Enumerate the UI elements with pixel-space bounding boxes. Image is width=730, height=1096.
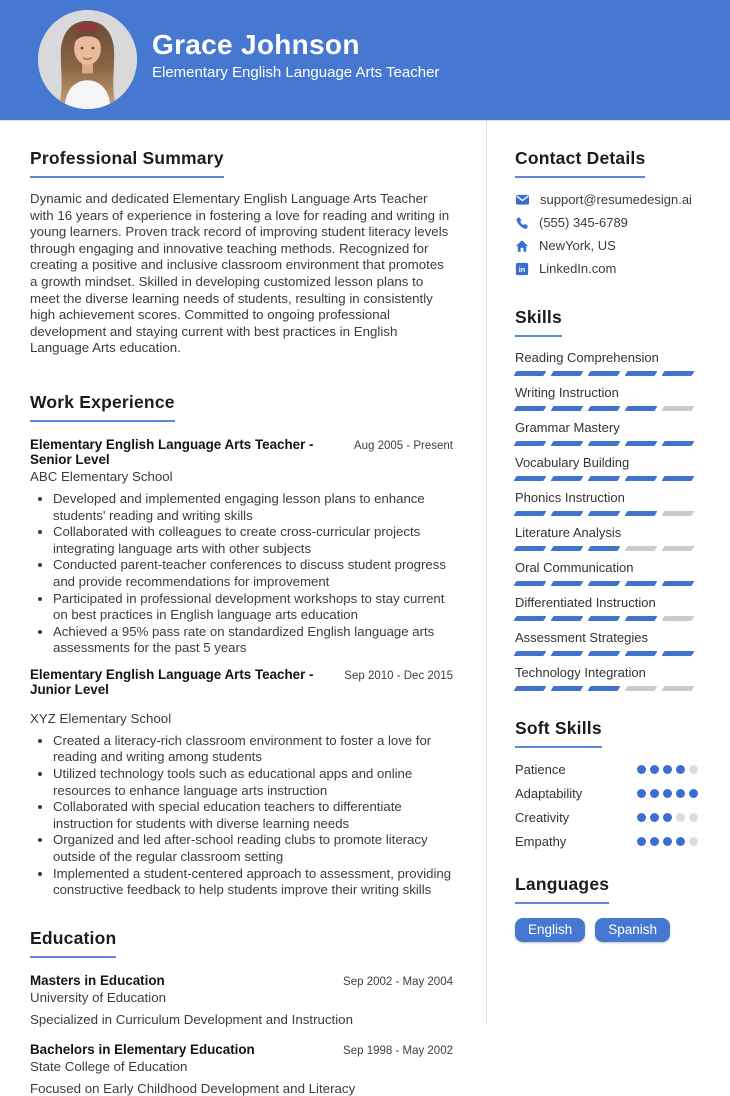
skill-level-bar xyxy=(515,651,698,656)
skill-bar-segment xyxy=(625,581,658,586)
skill-bar-segment xyxy=(588,406,621,411)
soft-skill-dots xyxy=(637,813,698,822)
rating-dot xyxy=(637,813,646,822)
school-name: State College of Education xyxy=(30,1058,188,1074)
bullet-item: • Conducted parent-teacher conferences to discuss student progress and provide recommendations for improvement xyxy=(53,557,453,590)
soft-skill-dots xyxy=(637,789,698,798)
skill-name: Literature Analysis xyxy=(515,525,622,540)
rating-dot xyxy=(663,789,672,798)
skill-bar-segment xyxy=(551,616,584,621)
skill-bar-segment xyxy=(625,406,658,411)
skill-level-bar xyxy=(515,441,698,446)
skill-bar-segment xyxy=(588,686,621,691)
job-company: ABC Elementary School xyxy=(30,468,173,484)
soft-skills-list xyxy=(515,762,698,849)
phone-icon xyxy=(515,216,529,230)
skill-bar-segment xyxy=(588,371,621,376)
skill-bar-segment xyxy=(588,511,621,516)
contact-text: (555) 345-6789 xyxy=(539,215,628,230)
skill-level-bar xyxy=(515,371,698,376)
skill-bar-segment xyxy=(625,686,658,691)
home-icon xyxy=(515,239,529,253)
rating-dot xyxy=(676,765,685,774)
soft-skill-name: Adaptability xyxy=(515,786,583,801)
skill-bar-segment xyxy=(662,651,695,656)
rating-dot xyxy=(650,837,659,846)
soft-skill-name: Creativity xyxy=(515,810,570,825)
experience-heading: Work Experience xyxy=(30,392,175,422)
summary-section xyxy=(30,148,453,357)
skill-bar-segment xyxy=(662,686,695,691)
contact-item-linkedin[interactable] xyxy=(515,261,698,276)
education-dates: Sep 2002 - May 2004 xyxy=(343,975,453,988)
contact-section xyxy=(515,148,698,276)
skill-name: Phonics Instruction xyxy=(515,490,625,505)
skill-level-bar xyxy=(515,476,698,481)
skill-bar-segment xyxy=(588,581,621,586)
skill-bar-segment xyxy=(514,476,547,481)
skill-bar-segment xyxy=(625,616,658,621)
skill-name: Writing Instruction xyxy=(515,385,619,400)
job-entry xyxy=(30,437,453,657)
avatar xyxy=(38,10,137,109)
skill-row xyxy=(515,385,698,411)
rating-dot xyxy=(663,765,672,774)
summary-text: Dynamic and dedicated Elementary English Language Arts Teacher with 16 years of experience in fostering a love for reading and writing in young learners. Proven track record of improving student literacy levels through engaging and innovative teaching methods. Recognized for creating a positive and inclusive classroom environment that promotes a growth mindset. Skilled in developing customized lesson plans to meet the diverse learning needs of students, resulting in consistently high achievement scores. Committed to ongoing professional development and staying current with best practices in English Language Arts education. xyxy=(30,191,450,356)
rating-dot xyxy=(637,765,646,774)
skill-bar-segment xyxy=(551,546,584,551)
experience-section xyxy=(30,392,453,899)
education-entry xyxy=(30,1042,453,1096)
skill-bar-segment xyxy=(514,651,547,656)
language-pill-list xyxy=(515,918,698,942)
skill-level-bar xyxy=(515,546,698,551)
rating-dot xyxy=(689,813,698,822)
soft-skills-section xyxy=(515,718,698,849)
bullet-item: • Implemented a student-centered approach to assessment, providing constructive feedback to help students improve their writing skills xyxy=(53,866,453,899)
skill-bar-segment xyxy=(551,441,584,446)
soft-skill-row xyxy=(515,786,698,801)
skill-name: Technology Integration xyxy=(515,665,646,680)
education-head xyxy=(30,973,453,988)
header-banner xyxy=(0,0,730,121)
skill-level-bar xyxy=(515,581,698,586)
linkedin-icon xyxy=(515,262,529,276)
job-dates: Sep 2010 - Dec 2015 xyxy=(344,669,453,682)
rating-dot xyxy=(689,789,698,798)
skill-bar-segment xyxy=(514,441,547,446)
bullet-item: • Collaborated with colleagues to create cross-curricular projects integrating language arts with other subjects xyxy=(53,524,453,557)
contact-item-location[interactable] xyxy=(515,238,698,253)
contact-item-email[interactable] xyxy=(515,192,698,207)
job-title: Elementary English Language Arts Teacher - Senior Level xyxy=(30,436,314,467)
degree-title: Bachelors in Elementary Education xyxy=(30,1041,255,1057)
skill-level-bar xyxy=(515,511,698,516)
skills-section xyxy=(515,307,698,691)
rating-dot xyxy=(676,789,685,798)
summary-heading: Professional Summary xyxy=(30,148,224,178)
skill-row xyxy=(515,595,698,621)
education-detail: Focused on Early Childhood Development and Literacy xyxy=(30,1080,356,1096)
person-job-title: Elementary English Language Arts Teacher xyxy=(152,64,440,81)
skill-row xyxy=(515,455,698,481)
skill-bar-segment xyxy=(551,406,584,411)
skill-level-bar xyxy=(515,406,698,411)
rating-dot xyxy=(650,765,659,774)
bullet-item: • Developed and implemented engaging lesson plans to enhance students' reading and writing skills xyxy=(53,491,453,524)
skill-bar-segment xyxy=(514,406,547,411)
skill-bar-segment xyxy=(588,616,621,621)
bullet-item: • Utilized technology tools such as educational apps and online resources to enhance language arts instruction xyxy=(53,766,453,799)
skill-name: Differentiated Instruction xyxy=(515,595,656,610)
bullet-item: • Collaborated with special education teachers to differentiate instruction for students with diverse learning needs xyxy=(53,799,453,832)
skill-bar-segment xyxy=(662,406,695,411)
rating-dot xyxy=(676,813,685,822)
skill-bar-segment xyxy=(514,616,547,621)
rating-dot xyxy=(637,837,646,846)
education-dates: Sep 1998 - May 2002 xyxy=(343,1044,453,1057)
job-dates: Aug 2005 - Present xyxy=(353,439,453,452)
soft-skills-heading: Soft Skills xyxy=(515,718,602,748)
job-bullet-list xyxy=(30,491,453,657)
skill-bar-segment xyxy=(625,371,658,376)
skill-bar-segment xyxy=(662,371,695,376)
skill-bar-segment xyxy=(625,441,658,446)
rating-dot xyxy=(637,789,646,798)
soft-skill-name: Patience xyxy=(515,762,566,777)
person-name: Grace Johnson xyxy=(152,29,360,60)
bullet-item: • Created a literacy-rich classroom environment to foster a love for reading and writing among students xyxy=(53,733,453,766)
bullet-item: • Achieved a 95% pass rate on standardized English language arts assessments for the past 5 years xyxy=(53,624,453,657)
skill-bar-segment xyxy=(662,616,695,621)
contact-text: support@resumedesign.ai xyxy=(540,192,692,207)
skill-bar-segment xyxy=(551,511,584,516)
skill-level-bar xyxy=(515,686,698,691)
contact-item-phone[interactable] xyxy=(515,215,698,230)
rating-dot xyxy=(650,789,659,798)
soft-skill-row xyxy=(515,810,698,825)
education-detail: Specialized in Curriculum Development and Instruction xyxy=(30,1011,353,1027)
contact-text: LinkedIn.com xyxy=(539,261,617,276)
rating-dot xyxy=(663,837,672,846)
skill-bar-segment xyxy=(514,511,547,516)
skill-bar-segment xyxy=(588,441,621,446)
soft-skill-row xyxy=(515,762,698,777)
skill-row xyxy=(515,560,698,586)
languages-section xyxy=(515,874,698,942)
language-pill[interactable]: Spanish xyxy=(595,918,670,942)
soft-skill-dots xyxy=(637,837,698,846)
job-company: XYZ Elementary School xyxy=(30,710,172,726)
mail-icon xyxy=(515,192,530,207)
skill-name: Oral Communication xyxy=(515,560,634,575)
skills-heading: Skills xyxy=(515,307,562,337)
left-column xyxy=(30,148,453,1096)
skill-bar-segment xyxy=(551,581,584,586)
soft-skill-dots xyxy=(637,765,698,774)
skill-row xyxy=(515,525,698,551)
skill-bar-segment xyxy=(588,476,621,481)
contact-text: NewYork, US xyxy=(539,238,616,253)
bullet-item: • Participated in professional development workshops to stay current on best practices in English language arts education xyxy=(53,591,453,624)
skill-bar-segment xyxy=(625,476,658,481)
skill-bar-segment xyxy=(551,371,584,376)
language-pill[interactable]: English xyxy=(515,918,585,942)
soft-skill-row xyxy=(515,834,698,849)
avatar-illustration xyxy=(38,10,137,109)
rating-dot xyxy=(689,837,698,846)
skill-row xyxy=(515,490,698,516)
skill-bar-segment xyxy=(662,581,695,586)
languages-heading: Languages xyxy=(515,874,609,904)
degree-title: Masters in Education xyxy=(30,972,165,988)
skill-bar-segment xyxy=(662,546,695,551)
skill-bar-segment xyxy=(625,651,658,656)
education-heading: Education xyxy=(30,928,116,958)
bullet-item: • Organized and led after-school reading clubs to promote literacy outside of the regular classroom setting xyxy=(53,832,453,865)
job-bullet-list xyxy=(30,733,453,899)
education-entry xyxy=(30,973,453,1027)
skill-bar-segment xyxy=(514,371,547,376)
skill-row xyxy=(515,630,698,656)
skill-name: Grammar Mastery xyxy=(515,420,620,435)
skill-bar-segment xyxy=(625,511,658,516)
skill-name: Vocabulary Building xyxy=(515,455,630,470)
skill-bar-segment xyxy=(514,546,547,551)
right-column xyxy=(515,148,698,942)
job-title: Elementary English Language Arts Teacher - Junior Level xyxy=(30,666,314,697)
skill-name: Reading Comprehension xyxy=(515,350,659,365)
skill-bar-segment xyxy=(662,511,695,516)
rating-dot xyxy=(663,813,672,822)
skill-bar-segment xyxy=(551,476,584,481)
job-head xyxy=(30,437,453,467)
skill-row xyxy=(515,350,698,376)
school-name: University of Education xyxy=(30,989,166,1005)
skill-bar-segment xyxy=(662,476,695,481)
skill-bar-segment xyxy=(514,581,547,586)
skill-row xyxy=(515,665,698,691)
contact-list xyxy=(515,192,698,276)
svg-text:in: in xyxy=(518,264,526,274)
job-entry xyxy=(30,667,453,899)
skill-bar-segment xyxy=(514,686,547,691)
skill-level-bar xyxy=(515,616,698,621)
contact-heading: Contact Details xyxy=(515,148,645,178)
education-head xyxy=(30,1042,453,1057)
column-divider xyxy=(486,121,487,1024)
skill-bar-segment xyxy=(588,651,621,656)
job-head xyxy=(30,667,453,697)
skill-row xyxy=(515,420,698,446)
rating-dot xyxy=(650,813,659,822)
skill-bar-segment xyxy=(551,686,584,691)
skill-bar-segment xyxy=(625,546,658,551)
skill-bar-segment xyxy=(588,546,621,551)
skill-name: Assessment Strategies xyxy=(515,630,648,645)
soft-skill-name: Empathy xyxy=(515,834,567,849)
rating-dot xyxy=(689,765,698,774)
rating-dot xyxy=(676,837,685,846)
skill-bar-segment xyxy=(551,651,584,656)
skills-list xyxy=(515,350,698,691)
education-section xyxy=(30,928,453,1096)
skill-bar-segment xyxy=(662,441,695,446)
